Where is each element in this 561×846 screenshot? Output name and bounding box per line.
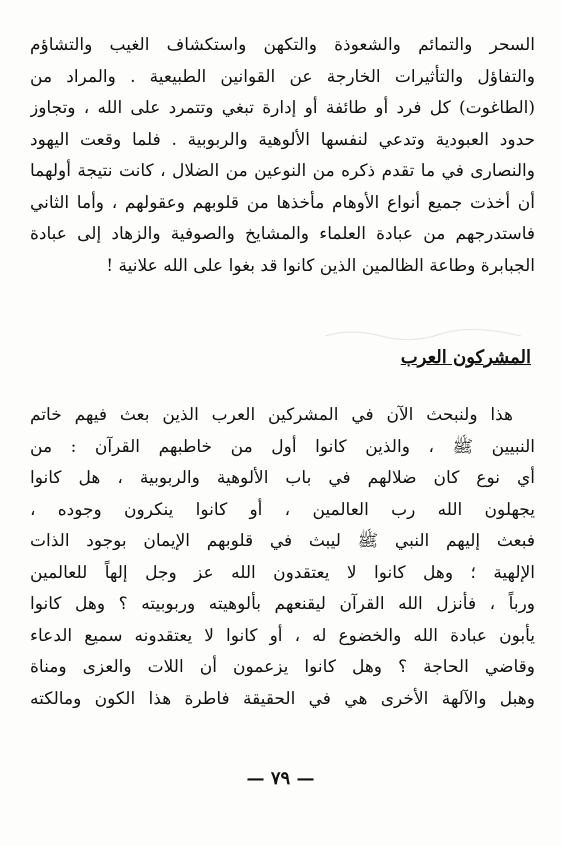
text-line: فاستدرجهم من عبادة العلماء والمشايخ والصوفية والزهاد إلى عبادة: [30, 224, 535, 244]
paragraph-2: [30, 400, 535, 715]
text-line: وقاضي الحاجة ؟ وهل كانوا يزعمون أن اللات والعزى ومناة: [30, 657, 535, 677]
text-line: الجبابرة وطاعة الظالمين الذين كانوا قد بغوا على الله علانية !: [106, 255, 535, 276]
text-line: النبيين ﷺ ، والذين كانوا أول من خاطبهم القرآن : من: [30, 436, 535, 457]
text-line: يجهلون الله رب العالمين ، أو كانوا ينكرون وجوده ،: [30, 499, 535, 520]
text-line: أن أخذت جميع أنواع الأوهام مأخذها من قلوبهم وعقولهم ، وأما الثاني: [30, 192, 535, 213]
text-line: هذا ولنبحث الآن في المشركين العرب الذين بعث فيهم خاتم: [30, 405, 513, 425]
text-line: يأبون عبادة الله والخضوع له ، أو كانوا لا يعتقدونه سميع الدعاء: [30, 625, 535, 646]
text-line: حدود العبودية وتدعي لنفسها الألوهية والربوبية . فلما وقعت اليهود: [30, 129, 535, 150]
page-number: — ٧٩ —: [246, 768, 315, 789]
paragraph-1: [30, 30, 535, 282]
text-line: والتفاؤل والتأثيرات الخارجة عن القوانين الطبيعية . والمراد من: [30, 66, 535, 87]
text-line: والنصارى في ما تقدم ذكره من النوعين من الضلال ، كانت نتيجة أولهما: [30, 161, 535, 181]
text-line: أي نوع كان ضلالهم في باب الألوهية والربوبية ، هل كانوا: [30, 468, 535, 488]
text-line: السحر والتمائم والشعوذة والتكهن واستكشاف الغيب والتشاؤم: [30, 35, 535, 55]
text-line: وهبل والآلهة الأخرى هي في الحقيقة فاطرة هذا الكون ومالكته: [30, 688, 535, 709]
text-line: (الطاغوت) كل فرد أو طائفة أو إدارة تبغي وتتمرد على الله ، وتجاوز: [30, 98, 535, 118]
text-line: فبعث إليهم النبي ﷺ ليبث في قلوبهم الإيمان بوجود الذات: [30, 531, 535, 551]
text-line: الإلهية ؛ وهل كانوا لا يعتقدون الله عز وجل إلهاً للعالمين: [30, 562, 535, 583]
section-heading: المشركون العرب: [400, 347, 531, 368]
text-line: ورباً ، فأنزل الله القرآن ليقنعهم بألوهيته وربوبيته ؟ وهل كانوا: [30, 594, 535, 614]
